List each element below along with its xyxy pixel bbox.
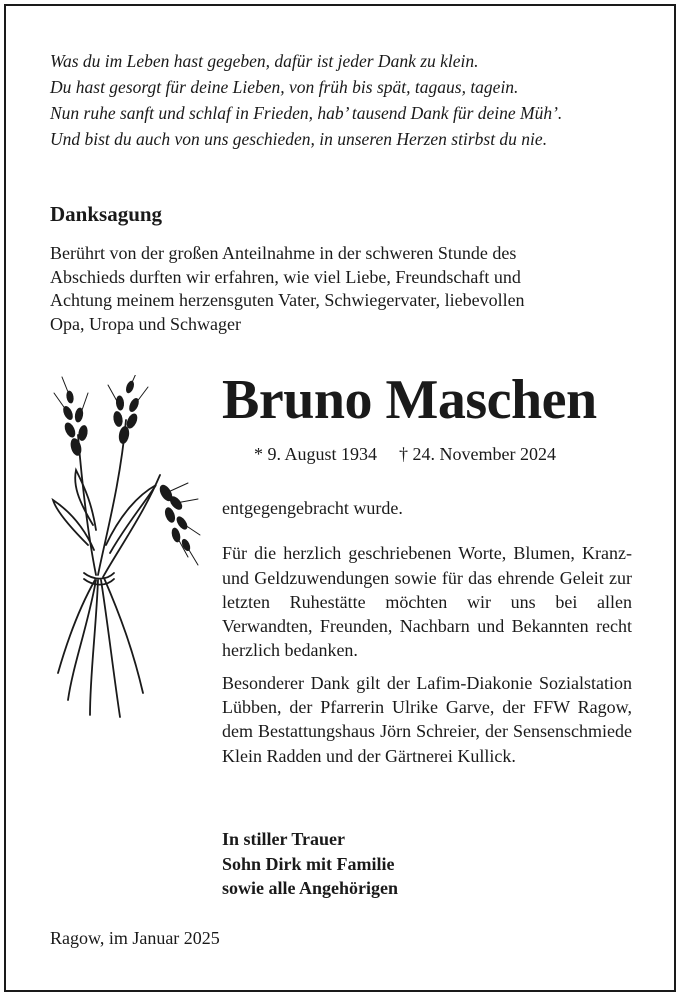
death-date: † 24. November 2024 xyxy=(399,444,556,464)
life-dates xyxy=(254,444,556,465)
heading: Danksagung xyxy=(50,202,163,226)
thanks-text xyxy=(222,496,632,768)
poem-line: Nun ruhe sanft und schlaf in Frieden, hab’ tausend Dank für deine Müh’. xyxy=(50,103,563,123)
signature-line: Sohn Dirk mit Familie xyxy=(222,853,395,874)
place-date: Ragow, im Januar 2025 xyxy=(50,928,220,948)
intro-line: Opa, Uropa und Schwager xyxy=(50,313,241,334)
poem xyxy=(50,48,650,152)
signature xyxy=(222,827,398,901)
intro-line: Abschieds durften wir erfahren, wie viel Liebe, Freundschaft und xyxy=(50,266,521,287)
thanks-paragraph-2: Besonderer Dank gilt der Lafim-Diakonie Sozialstation Lübben, der Pfarrerin Ulrike Garve, der FFW Ragow, dem Bestattungshaus Jörn Schreier, der Sensenschmiede Klein Radden und der Gärtnerei Kullick. xyxy=(222,672,632,766)
poem-line: Du hast gesorgt für deine Lieben, von früh bis spät, tagaus, tagein. xyxy=(50,77,519,97)
intro-line: Berührt von der großen Anteilnahme in der schweren Stunde des xyxy=(50,243,517,263)
intro-text xyxy=(50,242,640,336)
received-line: entgegengebracht wurde. xyxy=(222,498,403,518)
thanks-paragraph-1: Für die herzlich geschriebenen Worte, Blumen, Kranz- und Geldzuwendungen sowie für das ehrende Geleit zur letzten Ruhestätte möchten wir uns bei allen Verwandten, Freunden, Nachbarn und Bekannten recht herzlich bedanken. xyxy=(222,543,632,661)
deceased-name: Bruno Maschen xyxy=(222,369,597,431)
poem-line: Und bist du auch von uns geschieden, in unseren Herzen stirbst du nie. xyxy=(50,129,548,149)
wheat-bundle-icon xyxy=(48,375,208,725)
intro-line: Achtung meinem herzensguten Vater, Schwiegervater, liebevollen xyxy=(50,290,525,310)
signature-line: In stiller Trauer xyxy=(222,829,345,849)
birth-date: * 9. August 1934 xyxy=(254,444,378,464)
poem-line: Was du im Leben hast gegeben, dafür ist jeder Dank zu klein. xyxy=(50,51,479,71)
signature-line: sowie alle Angehörigen xyxy=(222,878,398,898)
